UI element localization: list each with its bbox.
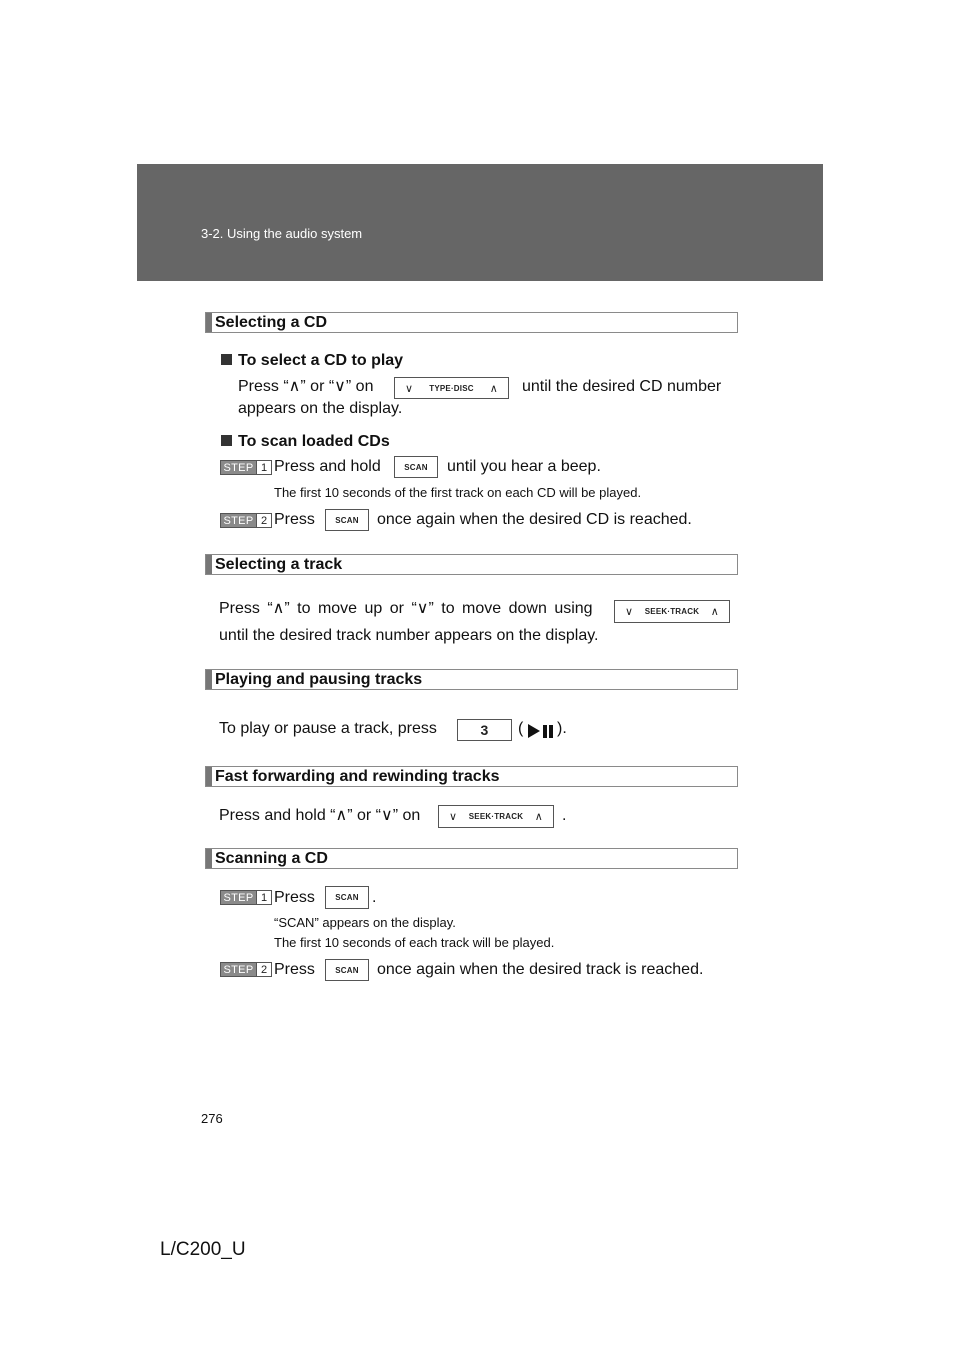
chevron-up-icon: ∧ (489, 382, 498, 395)
scan-step1-text-a: Press and hold (274, 458, 381, 475)
up-symbol: ∧ (272, 600, 285, 617)
scan-step1-text-b: until you hear a beep. (447, 458, 601, 475)
chevron-down-icon: ∨ (625, 606, 634, 618)
bullet-square-icon (221, 435, 232, 446)
scanning-step1-text-a: Press (274, 889, 315, 906)
select-track-line1: Press “∧” to move up or “∨” to move down using (219, 600, 593, 617)
scan-button[interactable]: SCAN (325, 509, 369, 531)
header-band (137, 164, 823, 281)
play-pause-icon (526, 723, 556, 739)
section-title-playing-pausing: Playing and pausing tracks (205, 669, 738, 690)
section-title-selecting-cd: Selecting a CD (205, 312, 738, 333)
scan-button[interactable]: SCAN (394, 456, 438, 478)
chevron-down-icon: ∨ (405, 382, 414, 395)
scanning-step1-period: . (372, 889, 377, 906)
play-pause-paren-open: ( (518, 720, 524, 737)
scanning-note-2: The first 10 seconds of each track will be played. (274, 935, 555, 950)
select-cd-instruction-line1-end: until the desired CD number (522, 378, 722, 395)
subheading-select-cd: To select a CD to play (221, 351, 403, 371)
chevron-up-icon: ∧ (710, 606, 719, 618)
select-cd-instruction-line2: appears on the display. (238, 400, 403, 417)
select-cd-instruction-line1: Press “∧” or “∨” on (238, 378, 374, 395)
section-title-scanning-cd: Scanning a CD (205, 848, 738, 869)
chevron-up-icon: ∧ (534, 811, 543, 823)
section-title-fast-forward: Fast forwarding and rewinding tracks (205, 766, 738, 787)
scan-step2-text-b: once again when the desired CD is reached. (377, 511, 692, 528)
page-number: 276 (201, 1111, 223, 1126)
chevron-down-icon: ∨ (449, 811, 458, 823)
scanning-note-1: “SCAN” appears on the display. (274, 915, 456, 930)
scanning-step2-text-a: Press (274, 961, 315, 978)
down-symbol: ∨ (381, 807, 393, 824)
scan-button[interactable]: SCAN (325, 959, 369, 981)
step-badge-1: STEP 1 (220, 890, 272, 905)
bullet-square-icon (221, 354, 232, 365)
up-symbol: ∧ (335, 807, 348, 824)
scan-step1-note: The first 10 seconds of the first track on each CD will be played. (274, 485, 642, 500)
model-code: L/C200_U (160, 1239, 246, 1260)
scan-button[interactable]: SCAN (325, 886, 369, 909)
play-pause-text-a: To play or pause a track, press (219, 720, 437, 737)
step-badge-2: STEP 2 (220, 513, 272, 528)
type-disc-button[interactable]: ∨ TYPE·DISC ∧ (394, 377, 509, 399)
scan-step2-text-a: Press (274, 511, 315, 528)
step-badge-2: STEP 2 (220, 962, 272, 977)
play-pause-paren-close: ). (557, 720, 567, 737)
down-symbol: ∨ (416, 600, 429, 617)
preset-3-button[interactable]: 3 (457, 719, 512, 741)
fast-forward-text: Press and hold “∧” or “∨” on (219, 807, 421, 824)
fast-forward-period: . (562, 807, 567, 824)
seek-track-button[interactable]: ∨ SEEK·TRACK ∧ (614, 600, 730, 623)
seek-track-button[interactable]: ∨ SEEK·TRACK ∧ (438, 805, 554, 828)
scanning-step2-text-b: once again when the desired track is reached. (377, 961, 704, 978)
step-badge-1: STEP 1 (220, 460, 272, 475)
down-symbol: ∨ (334, 378, 346, 395)
up-symbol: ∧ (288, 378, 301, 395)
select-track-line2: until the desired track number appears on the display. (219, 627, 599, 644)
section-title-selecting-track: Selecting a track (205, 554, 738, 575)
subheading-scan-cds: To scan loaded CDs (221, 432, 390, 452)
running-header: 3-2. Using the audio system (201, 226, 363, 241)
